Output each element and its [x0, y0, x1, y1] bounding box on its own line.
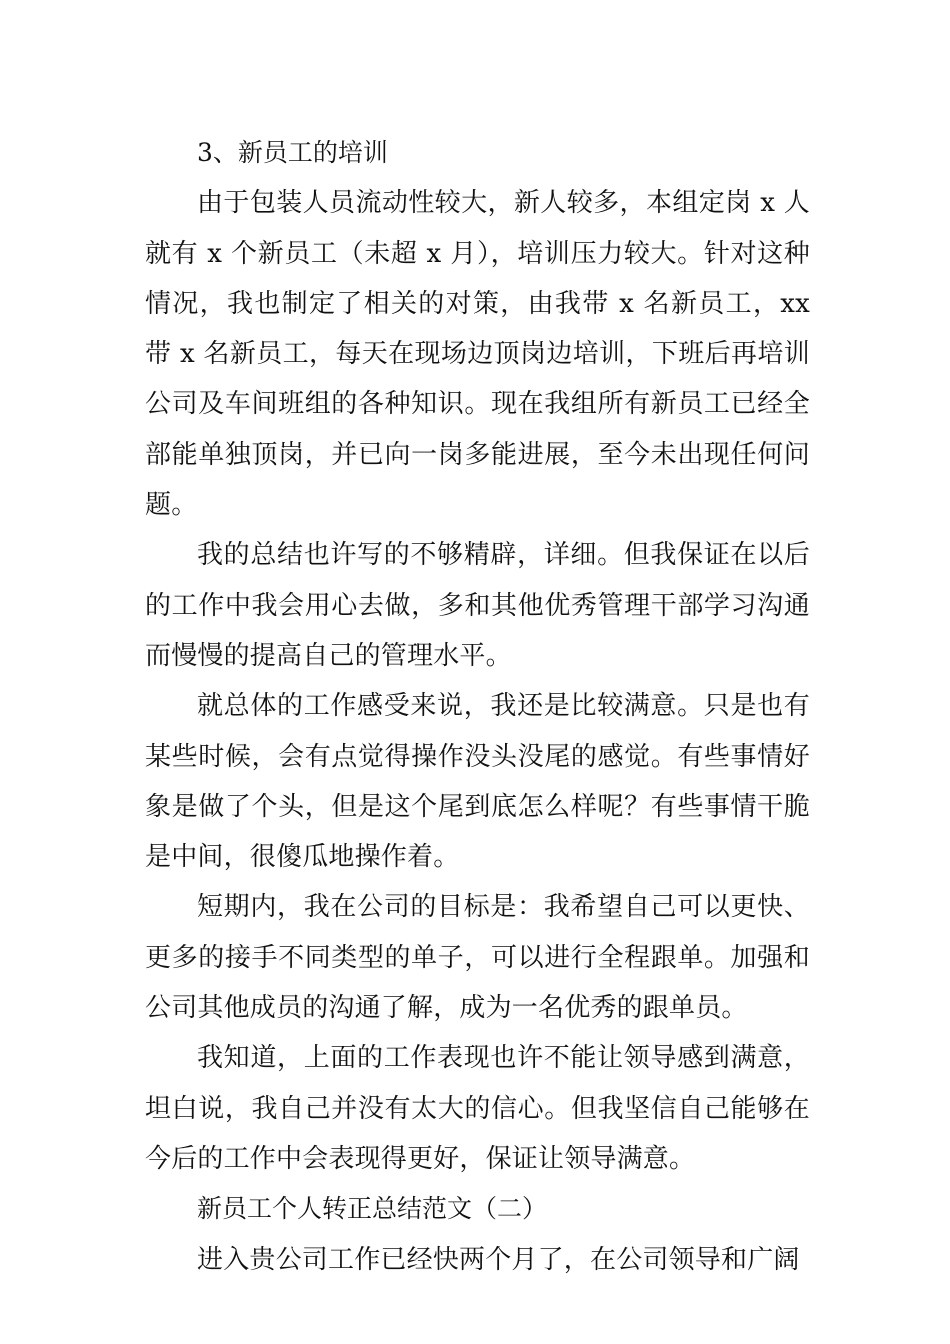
document-body: [145, 128, 810, 1285]
article-subtitle: 新员工个人转正总结范文（二）: [197, 1194, 548, 1224]
paragraph-goals: 短期内，我在公司的目标是：我希望自己可以更快、更多的接手不同类型的单子，可以进行全程跟单。加强和公司其他成员的沟通了解，成为一名优秀的跟单员。: [145, 892, 810, 1024]
paragraph-summary: 我的总结也许写的不够精辟，详细。但我保证在以后的工作中我会用心去做，多和其他优秀管理干部学习沟通而慢慢的提高自己的管理水平。: [145, 540, 810, 671]
paragraph-confidence: 我知道，上面的工作表现也许不能让领导感到满意，坦白说，我自己并没有太大的信心。但我坚信自己能够在今后的工作中会表现得更好，保证让领导满意。: [145, 1043, 810, 1174]
paragraph-feelings: 就总体的工作感受来说，我还是比较满意。只是也有某些时候，会有点觉得操作没头没尾的感觉。有些事情好象是做了个头，但是这个尾到底怎么样呢？有些事情干脆是中间，很傻瓜地操作着。: [145, 691, 810, 873]
section-heading: 3、新员工的培训: [197, 138, 388, 167]
paragraph-training: 由于包装人员流动性较大，新人较多，本组定岗 x 人就有 x 个新员工（未超 x 月），培训压力较大。针对这种情况，我也制定了相关的对策，由我带 x 名新员工，xx 带 x 名新员工，每天在现场边顶岗边培训，下班后再培训公司及车间班组的各种知识。现在我组所有新员工已经全部能单独顶岗，并已向一岗多能进展，至今未出现任何问题。: [145, 188, 810, 521]
paragraph-intro-two: 进入贵公司工作已经快两个月了，在公司领导和广阔: [197, 1244, 800, 1275]
